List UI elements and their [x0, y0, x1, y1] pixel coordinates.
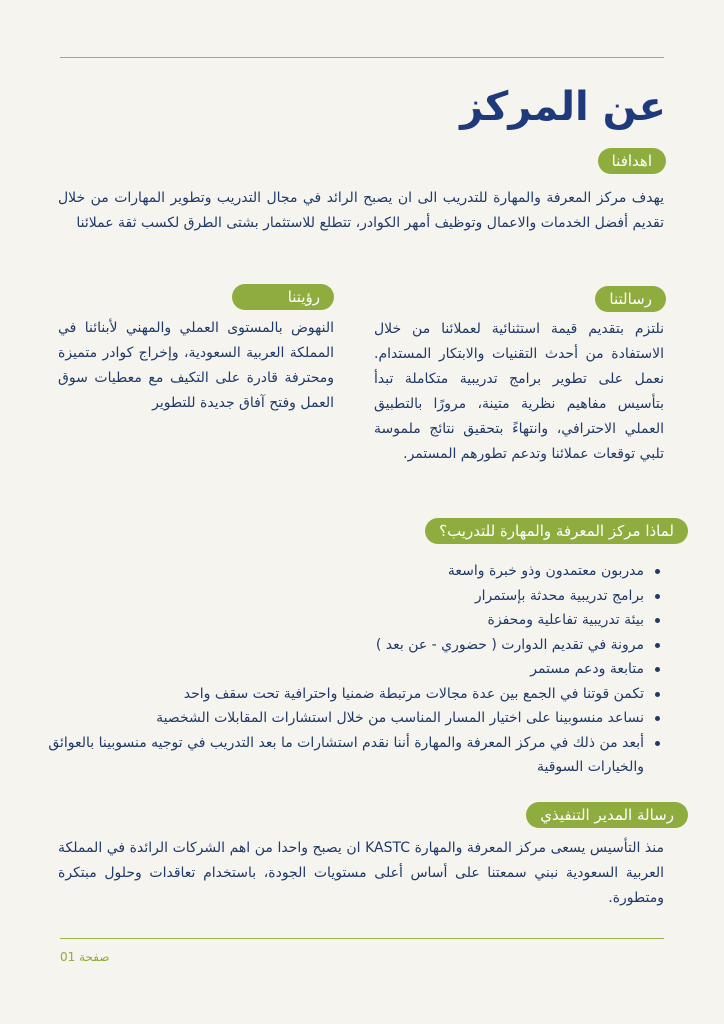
why-heading: لماذا مركز المعرفة والمهارة للتدريب؟ — [425, 518, 688, 544]
list-item: مرونة في تقديم الدوارت ( حضوري - عن بعد ) — [40, 633, 664, 658]
list-item: مدربون معتمدون وذو خبرة واسعة — [40, 559, 664, 584]
vision-text: النهوض بالمستوى العملي والمهني لأبنائنا في المملكة العربية السعودية، وإخراج كوادر متميزة ومحترفة قادرة على التكيف مع معطيات سوق العمل وفتح آفاق جديدة للتطوير — [58, 320, 334, 411]
list-item: بيئة تدريبية تفاعلية ومحفزة — [40, 608, 664, 633]
list-item: برامج تدريبية محدثة بإستمرار — [40, 584, 664, 609]
bullet-icon — [655, 569, 660, 574]
why-list — [40, 559, 664, 780]
goals-heading: اهدافنا — [598, 148, 666, 174]
goals-text: يهدف مركز المعرفة والمهارة للتدريب الى ان يصبح الرائد في مجال التدريب وتطوير المهارات من خلال تقديم أفضل الخدمات والاعمال وتوظيف أمهر الكوادر، تتطلع للاستثمار بشتى الطرق لكسب ثقة عملائنا — [58, 190, 664, 231]
bottom-divider — [60, 938, 664, 939]
bullet-icon — [655, 618, 660, 623]
mission-heading: رسالتنا — [595, 286, 666, 312]
mission-text: نلتزم بتقديم قيمة استثنائية لعملائنا من خلال الاستفادة من أحدث التقنيات والابتكار المستدام. نعمل على تطوير برامج تدريبية متكاملة تبدأ بتأسيس مفاهيم نظرية متينة، مرورًا بالتطبيق العملي الاحترافي، وانتهاءً بتحقيق نتائج ملموسة تلبي توقعات عملائنا وتدعم تطورهم المستمر. — [374, 321, 664, 462]
bullet-icon — [655, 741, 660, 746]
bullet-icon — [655, 643, 660, 648]
top-divider — [60, 57, 664, 58]
list-item: نساعد منسوبينا على اختيار المسار المناسب من خلال استشارات المقابلات الشخصية — [40, 706, 664, 731]
vision-heading: رؤيتنا — [232, 284, 334, 310]
page-number: صفحة 01 — [60, 950, 110, 964]
page-title: عن المركز — [460, 84, 666, 130]
bullet-icon — [655, 667, 660, 672]
list-item: تكمن قوتنا في الجمع بين عدة مجالات مرتبطة ضمنيا واحترافية تحت سقف واحد — [40, 682, 664, 707]
list-item: متابعة ودعم مستمر — [40, 657, 664, 682]
list-item: أبعد من ذلك في مركز المعرفة والمهارة أننا نقدم استشارات ما بعد التدريب في توجيه منسوبينا بالعوائق والخيارات السوقية — [40, 731, 664, 780]
bullet-icon — [655, 594, 660, 599]
bullet-icon — [655, 716, 660, 721]
bullet-icon — [655, 692, 660, 697]
ceo-text: منذ التأسيس يسعى مركز المعرفة والمهارة KASTC ان يصبح واحدا من اهم الشركات الرائدة في المملكة العربية السعودية نبني سمعتنا على أساس أعلى مستويات الجودة، باستخدام تعاقدات وحلول مبتكرة ومتطورة. — [58, 840, 664, 906]
ceo-heading: رسالة المدير التنفيذي — [526, 802, 688, 828]
